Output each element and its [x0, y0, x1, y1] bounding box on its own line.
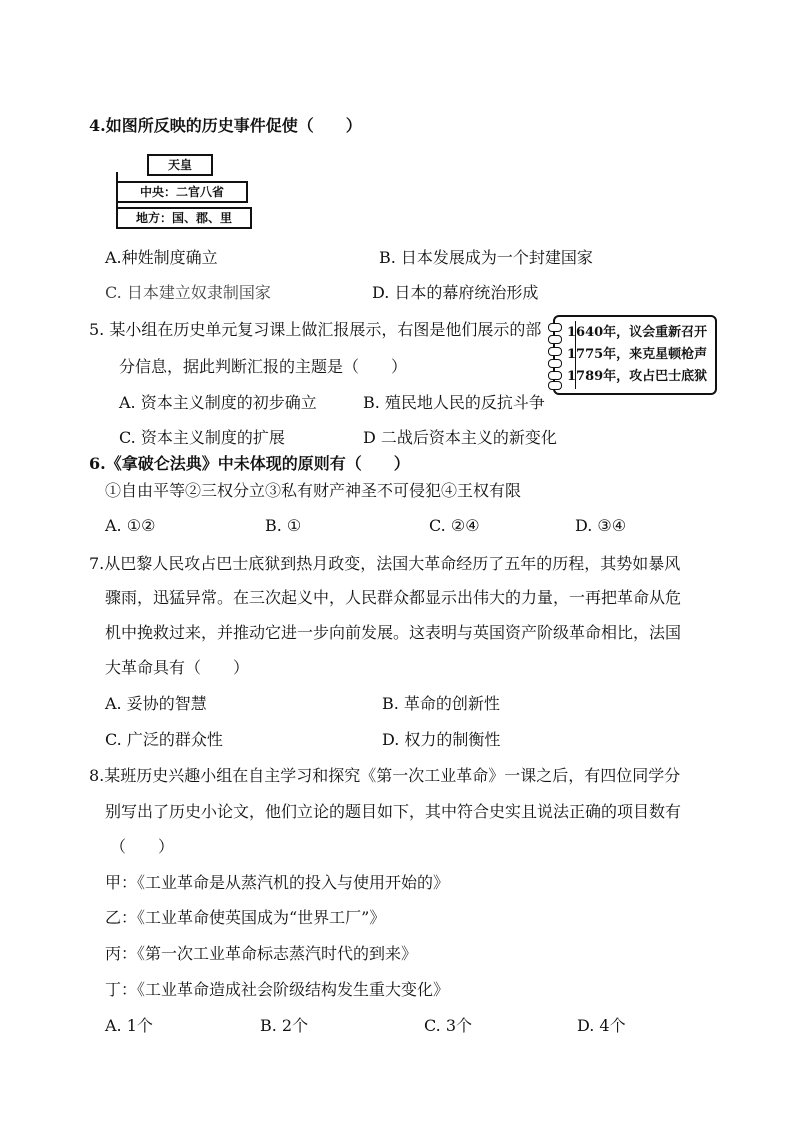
- q7-option-c[interactable]: C. 广泛的群众性: [105, 730, 223, 749]
- diagram-top-box: 天皇: [147, 154, 213, 176]
- spiral-ring: [548, 371, 562, 380]
- q8-item-jia: 甲：《工业革命是从蒸汽机的投入与使用开始的》: [105, 873, 450, 892]
- q8-line-2: 别写出了历史小论文，他们立论的题目如下，其中符合史实且说法正确的项目数有: [105, 802, 682, 821]
- q5-stem-line1: 5. 某小组在历史单元复习课上做汇报展示，右图是他们展示的部: [89, 320, 542, 339]
- q8-option-d[interactable]: D. 4个: [577, 1016, 626, 1035]
- q8-option-c[interactable]: C. 3个: [424, 1016, 473, 1035]
- q7-option-a[interactable]: A. 妥协的智慧: [105, 694, 207, 713]
- q7-option-d[interactable]: D. 权力的制衡性: [382, 730, 501, 749]
- spiral-ring: [548, 359, 562, 368]
- notebook-line-2: 1775年，来克星顿枪声: [567, 347, 708, 362]
- q8-line-3: （ ）: [110, 837, 175, 856]
- notebook-line-1: 1640年，议会重新召开: [567, 325, 708, 340]
- diagram-bottom-box: 地方：国、郡、里: [116, 207, 252, 229]
- q5-option-a[interactable]: A. 资本主义制度的初步确立: [119, 393, 317, 412]
- spiral-ring: [548, 347, 562, 356]
- q7-line-2: 骤雨，迅猛异常。在三次起义中，人民群众都显示出伟大的力量，一再把革命从危: [105, 588, 682, 607]
- q7-line-3: 机中挽救过来，并推动它进一步向前发展。这表明与英国资产阶级革命相比，法国: [105, 623, 682, 642]
- spiral-ring: [548, 335, 562, 344]
- q5-option-b[interactable]: B. 殖民地人民的反抗斗争: [363, 393, 545, 412]
- notebook-line-3: 1789年，攻占巴士底狱: [567, 369, 708, 384]
- q7-line-4: 大革命具有（ ）: [105, 658, 250, 677]
- q6-option-d[interactable]: D. ③④: [575, 516, 627, 535]
- q8-line-1: 8.某班历史兴趣小组在自主学习和探究《第一次工业革命》一课之后，有四位同学分: [89, 766, 681, 785]
- q7-option-b[interactable]: B. 革命的创新性: [382, 694, 500, 713]
- q8-item-bing: 丙：《第一次工业革命标志蒸汽时代的到来》: [105, 944, 418, 963]
- q5-notebook-figure: [553, 315, 717, 395]
- q6-option-c[interactable]: C. ②④: [429, 516, 480, 535]
- spiral-ring: [548, 381, 562, 390]
- q4-option-c[interactable]: C. 日本建立奴隶制国家: [105, 283, 271, 302]
- q8-option-a[interactable]: A. 1个: [105, 1016, 153, 1035]
- q5-option-d[interactable]: D 二战后资本主义的新变化: [363, 428, 557, 447]
- q5-stem-line2: 分信息，据此判断汇报的主题是（ ）: [119, 357, 408, 376]
- q4-stem: 4.如图所反映的历史事件促使（ ）: [89, 116, 362, 135]
- q4-option-a[interactable]: A.种姓制度确立: [105, 248, 218, 267]
- spiral-ring: [548, 323, 562, 332]
- q5-option-c[interactable]: C. 资本主义制度的扩展: [119, 428, 285, 447]
- q7-line-1: 7.从巴黎人民攻占巴士底狱到热月政变，法国大革命经历了五年的历程，其势如暴风: [89, 554, 681, 573]
- q6-option-a[interactable]: A. ①②: [105, 516, 156, 535]
- q4-option-b[interactable]: B. 日本发展成为一个封建国家: [379, 248, 593, 267]
- diagram-middle-box: 中央：二官八省: [116, 181, 248, 203]
- q6-option-b[interactable]: B. ①: [265, 516, 302, 535]
- q8-item-yi: 乙：《工业革命使英国成为“世界工厂”》: [105, 908, 386, 927]
- q4-option-d[interactable]: D. 日本的幕府统治形成: [372, 283, 539, 302]
- q8-option-b[interactable]: B. 2个: [260, 1016, 309, 1035]
- q6-items: ①自由平等②三权分立③私有财产神圣不可侵犯④王权有限: [105, 481, 522, 500]
- q6-stem: 6.《拿破仑法典》中未体现的原则有（ ）: [89, 454, 410, 473]
- q8-item-ding: 丁：《工业革命造成社会阶级结构发生重大变化》: [105, 980, 450, 999]
